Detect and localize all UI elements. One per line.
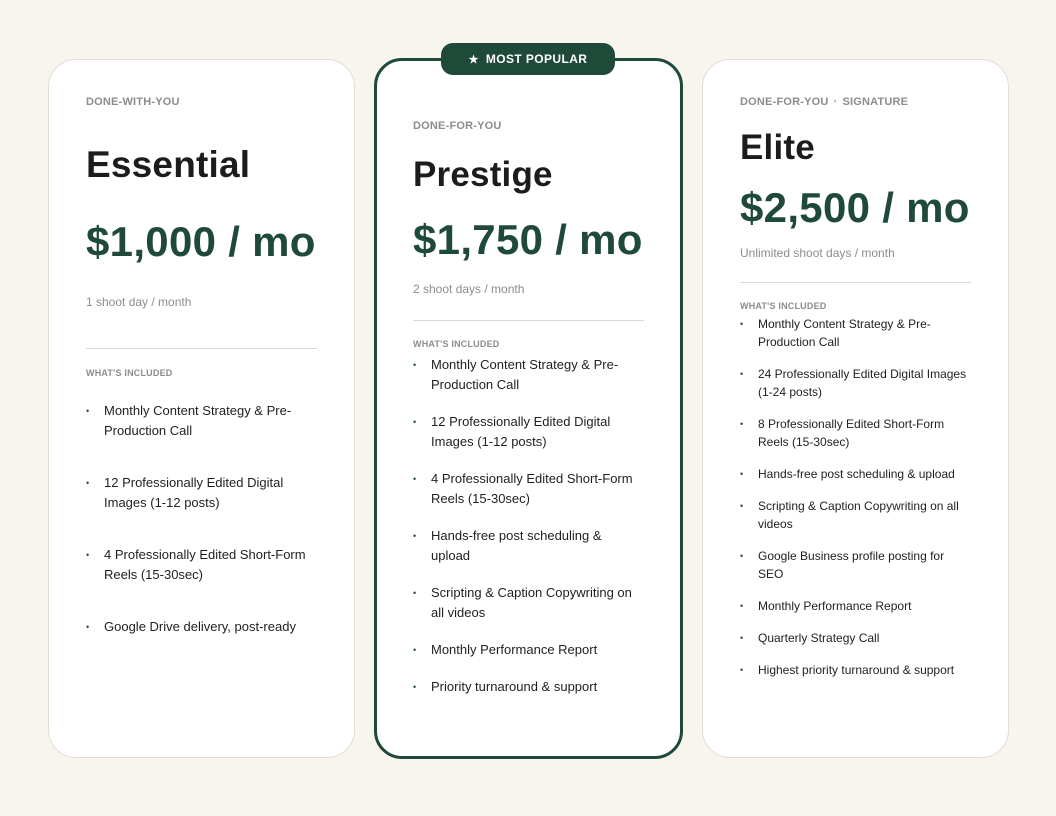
- bullet-icon: •: [740, 633, 744, 643]
- plan-shoot-days: Unlimited shoot days / month: [740, 246, 895, 260]
- plan-price: $1,000 / mo: [86, 218, 316, 265]
- feature-text: Scripting & Caption Copywriting on all videos: [431, 585, 632, 620]
- feature-item: [86, 473, 317, 513]
- feature-text: Google Drive delivery, post-ready: [104, 619, 296, 634]
- feature-item: [740, 415, 971, 451]
- plan-card-essential[interactable]: [48, 59, 355, 758]
- feature-item: [413, 355, 644, 395]
- feature-item: [86, 401, 317, 441]
- plan-card-prestige[interactable]: [374, 58, 683, 759]
- bullet-icon: •: [413, 531, 417, 541]
- feature-item: [86, 617, 317, 637]
- feature-text: Google Business profile posting for SEO: [758, 549, 945, 581]
- separator-dot: ·: [833, 96, 838, 108]
- bullet-icon: •: [413, 645, 417, 655]
- bullet-icon: •: [413, 588, 417, 598]
- feature-item: [413, 526, 644, 566]
- plan-eyebrow-tier: SIGNATURE: [842, 96, 909, 108]
- feature-item: [740, 465, 971, 483]
- plan-shoot-days: 2 shoot days / month: [413, 282, 525, 296]
- whats-included-heading: WHAT'S INCLUDED: [86, 368, 173, 378]
- feature-item: [413, 469, 644, 509]
- bullet-icon: •: [86, 406, 90, 416]
- feature-item: [86, 545, 317, 585]
- whats-included-heading: WHAT'S INCLUDED: [740, 301, 827, 311]
- bullet-icon: •: [86, 622, 90, 632]
- feature-text: Quarterly Strategy Call: [758, 631, 880, 645]
- bullet-icon: •: [740, 319, 744, 329]
- feature-item: [740, 597, 971, 615]
- most-popular-badge: [441, 43, 615, 75]
- whats-included-heading: WHAT'S INCLUDED: [413, 339, 500, 349]
- feature-text: 8 Professionally Edited Short-Form Reels (15-30sec): [758, 417, 945, 449]
- bullet-icon: •: [740, 501, 744, 511]
- feature-item: [740, 365, 971, 401]
- plan-eyebrow: DONE-FOR-YOU: [413, 120, 502, 132]
- feature-text: 12 Professionally Edited Digital Images (1-12 posts): [431, 414, 611, 449]
- feature-item: [740, 547, 971, 583]
- divider: [740, 282, 971, 283]
- plan-card-elite[interactable]: [702, 59, 1009, 758]
- feature-text: Hands-free post scheduling & upload: [758, 467, 955, 481]
- feature-text: Priority turnaround & support: [431, 679, 598, 694]
- bullet-icon: •: [86, 478, 90, 488]
- plan-name: Essential: [86, 144, 251, 185]
- feature-text: Highest priority turnaround & support: [758, 663, 955, 677]
- feature-item: [740, 629, 971, 647]
- feature-item: [740, 497, 971, 533]
- star-icon: ★: [468, 53, 479, 66]
- feature-text: Monthly Content Strategy & Pre-Production Call: [431, 357, 619, 392]
- feature-item: [740, 315, 971, 351]
- plan-price: $1,750 / mo: [413, 216, 643, 263]
- feature-text: Scripting & Caption Copywriting on all videos: [758, 499, 959, 531]
- divider: [413, 320, 644, 321]
- plan-eyebrow-type: DONE-FOR-YOU: [740, 96, 829, 108]
- feature-list: [86, 401, 317, 637]
- feature-text: Hands-free post scheduling & upload: [431, 528, 602, 563]
- plan-eyebrow: [740, 96, 971, 108]
- plan-eyebrow: DONE-WITH-YOU: [86, 96, 180, 108]
- feature-text: Monthly Performance Report: [758, 599, 912, 613]
- bullet-icon: •: [413, 682, 417, 692]
- bullet-icon: •: [413, 360, 417, 370]
- divider: [86, 348, 317, 349]
- plan-price: $2,500 / mo: [740, 184, 970, 231]
- feature-list: [413, 355, 644, 697]
- feature-text: 12 Professionally Edited Digital Images (1-12 posts): [104, 475, 284, 510]
- bullet-icon: •: [740, 551, 744, 561]
- bullet-icon: •: [740, 665, 744, 675]
- bullet-icon: •: [413, 474, 417, 484]
- feature-text: Monthly Content Strategy & Pre-Production Call: [758, 317, 931, 349]
- feature-text: Monthly Content Strategy & Pre-Production Call: [104, 403, 292, 438]
- bullet-icon: •: [740, 601, 744, 611]
- plan-name: Prestige: [413, 155, 553, 194]
- feature-item: [413, 412, 644, 452]
- feature-text: Monthly Performance Report: [431, 642, 598, 657]
- feature-item: [413, 640, 644, 660]
- bullet-icon: •: [413, 417, 417, 427]
- feature-text: 4 Professionally Edited Short-Form Reels (15-30sec): [431, 471, 633, 506]
- badge-label: MOST POPULAR: [485, 52, 588, 66]
- plan-shoot-days: 1 shoot day / month: [86, 295, 192, 309]
- bullet-icon: •: [86, 550, 90, 560]
- bullet-icon: •: [740, 419, 744, 429]
- plan-name: Elite: [740, 128, 815, 167]
- feature-item: [740, 661, 971, 679]
- feature-item: [413, 583, 644, 623]
- feature-list: [740, 315, 971, 679]
- feature-item: [413, 677, 644, 697]
- feature-text: 24 Professionally Edited Digital Images (1-24 posts): [758, 367, 967, 399]
- bullet-icon: •: [740, 469, 744, 479]
- feature-text: 4 Professionally Edited Short-Form Reels (15-30sec): [104, 547, 306, 582]
- bullet-icon: •: [740, 369, 744, 379]
